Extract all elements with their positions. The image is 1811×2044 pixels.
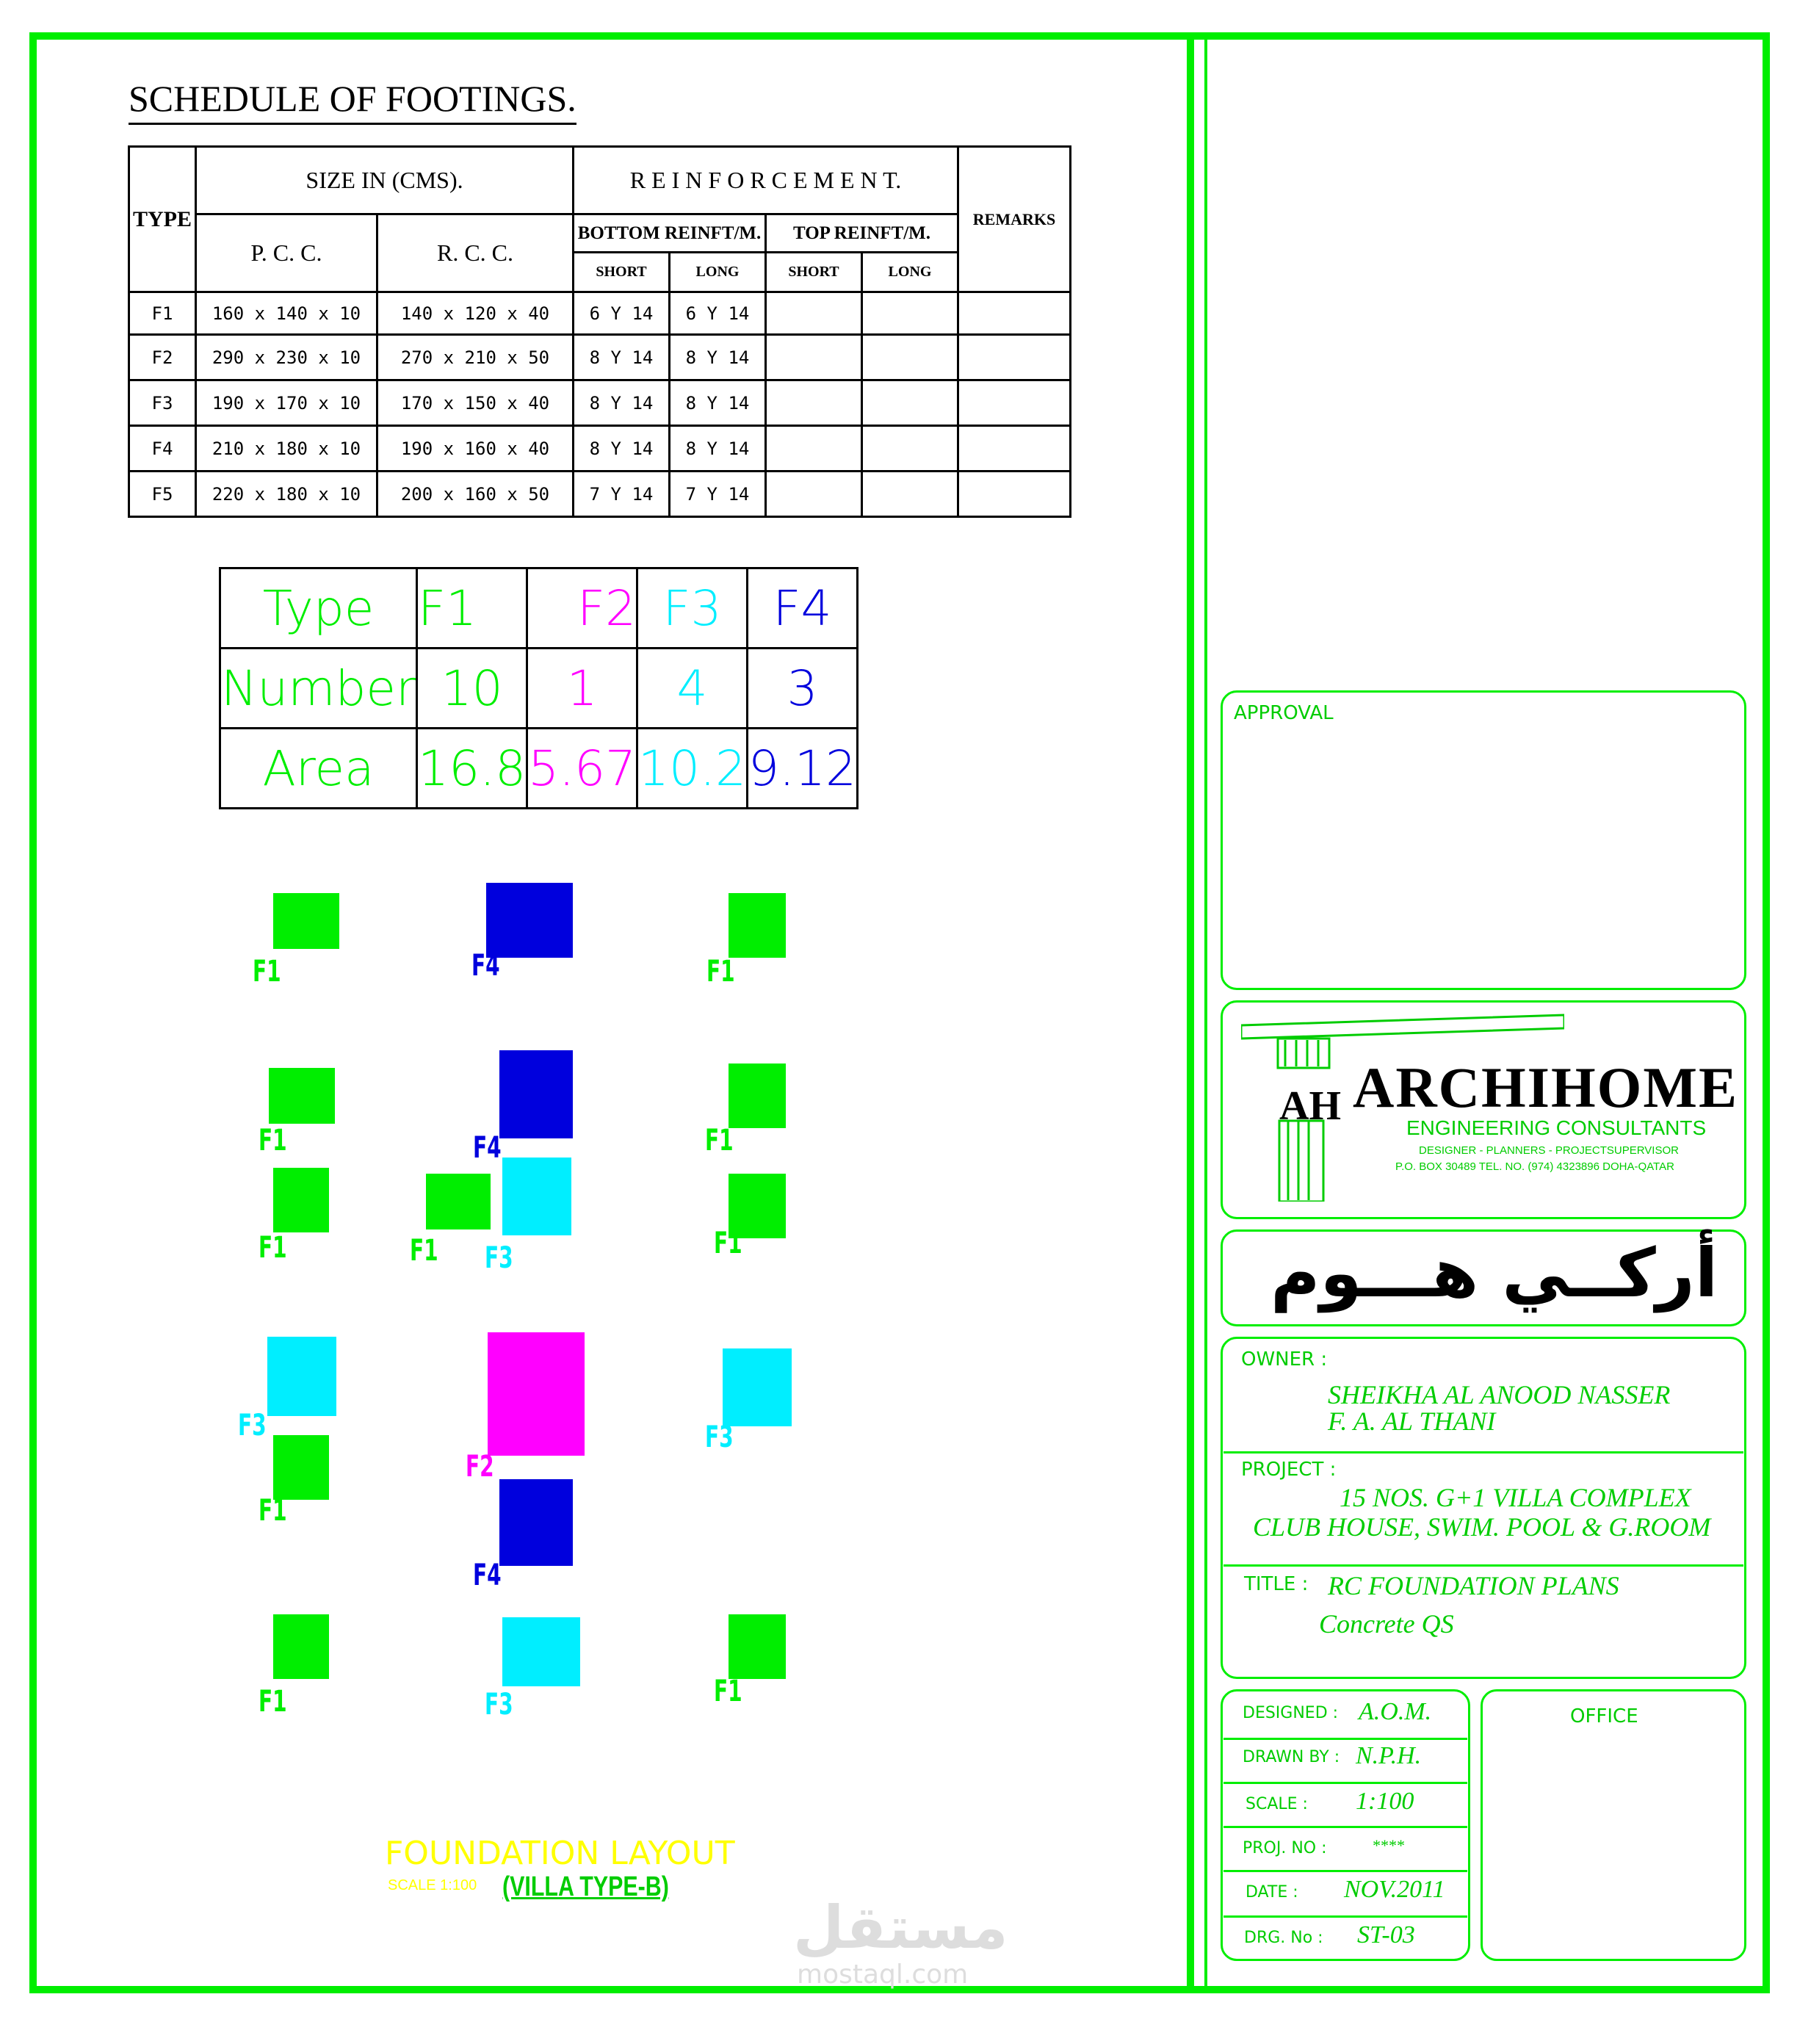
summary-type-f2: F2	[527, 568, 637, 649]
watermark-url: mostaql.com	[797, 1960, 969, 1990]
table-row	[129, 426, 1071, 472]
footing-f1	[729, 1614, 786, 1679]
cell-rcc: 140 x 120 x 40	[377, 292, 574, 335]
footing-label: F3	[485, 1688, 513, 1722]
drawn-value: N.P.H.	[1356, 1742, 1422, 1769]
office-box	[1481, 1689, 1746, 1961]
cell-type: F4	[129, 426, 196, 472]
footing-f4	[486, 883, 573, 958]
summary-area-label: Area	[220, 729, 417, 809]
cell-tlong	[862, 472, 958, 517]
summary-area-f2: 5.67	[527, 729, 637, 809]
cell-rcc: 170 x 150 x 40	[377, 380, 574, 426]
footing-f1	[273, 1168, 329, 1232]
cell-type: F5	[129, 472, 196, 517]
divider	[1223, 1782, 1467, 1784]
title-label: TITLE :	[1244, 1573, 1309, 1595]
cell-pcc: 290 x 230 x 10	[196, 335, 377, 380]
cell-rcc: 200 x 160 x 50	[377, 472, 574, 517]
cell-rcc: 190 x 160 x 40	[377, 426, 574, 472]
date-label: DATE :	[1246, 1883, 1298, 1902]
summary-number-f4: 3	[748, 649, 858, 729]
cell-bshort: 7 Y 14	[574, 472, 670, 517]
col-tlong-header: LONG	[862, 253, 958, 292]
summary-type-f4: F4	[748, 568, 858, 649]
cell-remarks	[958, 292, 1071, 335]
divider	[1223, 1564, 1743, 1567]
col-remarks-header: REMARKS	[958, 147, 1071, 292]
footing-label: F4	[473, 1131, 502, 1165]
credits-box	[1221, 1689, 1470, 1961]
office-label: OFFICE	[1570, 1705, 1638, 1727]
footing-label: F1	[714, 1227, 742, 1260]
cell-blong: 8 Y 14	[670, 335, 766, 380]
schedule-table	[128, 145, 1071, 518]
divider	[1223, 1870, 1467, 1872]
footing-label: F1	[253, 955, 281, 989]
project-label: PROJECT :	[1241, 1459, 1337, 1481]
cell-tshort	[766, 335, 862, 380]
cell-remarks	[958, 426, 1071, 472]
cell-tlong	[862, 292, 958, 335]
col-rcc-header: R. C. C.	[377, 214, 574, 292]
footing-label: F1	[714, 1675, 742, 1708]
footing-label: F3	[238, 1409, 267, 1442]
cell-tshort	[766, 426, 862, 472]
date-value: NOV.2011	[1344, 1876, 1445, 1903]
summary-number-f2: 1	[527, 649, 637, 729]
brand-subtitle: ENGINEERING CONSULTANTS	[1406, 1116, 1707, 1139]
summary-area-f4: 9.12	[748, 729, 858, 809]
footing-f1	[273, 893, 339, 949]
cell-blong: 8 Y 14	[670, 380, 766, 426]
cell-bshort: 6 Y 14	[574, 292, 670, 335]
cell-tshort	[766, 292, 862, 335]
summary-number-f1: 10	[417, 649, 527, 729]
cell-tshort	[766, 472, 862, 517]
summary-table	[219, 567, 858, 809]
footing-f3	[723, 1348, 792, 1426]
projno-value: ****	[1372, 1836, 1404, 1855]
cell-type: F1	[129, 292, 196, 335]
cell-pcc: 160 x 140 x 10	[196, 292, 377, 335]
table-row	[129, 292, 1071, 335]
designed-value: A.O.M.	[1359, 1698, 1432, 1725]
summary-area-f1: 16.8	[417, 729, 527, 809]
footing-f1	[426, 1174, 491, 1229]
footing-label: F3	[705, 1420, 734, 1454]
col-reinf-header: R E I N F O R C E M E N T.	[574, 147, 958, 214]
table-row	[129, 335, 1071, 380]
cell-blong: 6 Y 14	[670, 292, 766, 335]
footing-label: F1	[259, 1494, 287, 1528]
footing-f3	[267, 1337, 336, 1416]
layout-scale: SCALE 1:100	[388, 1877, 477, 1893]
watermark-arabic: مستقل	[793, 1893, 1008, 1962]
cell-pcc: 220 x 180 x 10	[196, 472, 377, 517]
col-size-header: SIZE IN (CMS).	[196, 147, 574, 214]
drg-label: DRG. No :	[1244, 1929, 1323, 1947]
col-bshort-header: SHORT	[574, 253, 670, 292]
cell-remarks	[958, 335, 1071, 380]
footing-f1	[729, 893, 786, 958]
col-bottom-header: BOTTOM REINFT/M.	[574, 214, 766, 253]
approval-label: APPROVAL	[1234, 702, 1334, 724]
brand-arabic: أركــي هـــوم	[1270, 1234, 1718, 1312]
footing-f4	[499, 1479, 573, 1566]
owner-label: OWNER :	[1241, 1348, 1328, 1371]
footing-label: F1	[259, 1231, 287, 1265]
footing-label: F4	[473, 1559, 502, 1592]
footing-label: F1	[705, 1124, 734, 1158]
cell-bshort: 8 Y 14	[574, 426, 670, 472]
table-row	[129, 380, 1071, 426]
cell-remarks	[958, 380, 1071, 426]
footing-label: F1	[410, 1234, 438, 1268]
layout-title: FOUNDATION LAYOUT	[385, 1835, 735, 1872]
col-pcc-header: P. C. C.	[196, 214, 377, 292]
layout-villa-type: (VILLA TYPE-B)	[502, 1871, 669, 1902]
footing-f2	[488, 1332, 585, 1456]
summary-number-label: Number	[220, 649, 417, 729]
divider	[1223, 1915, 1467, 1918]
cell-tlong	[862, 426, 958, 472]
footing-f3	[502, 1158, 571, 1235]
project-line2: CLUB HOUSE, SWIM. POOL & G.ROOM	[1253, 1512, 1711, 1542]
col-blong-header: LONG	[670, 253, 766, 292]
cell-pcc: 210 x 180 x 10	[196, 426, 377, 472]
table-row	[129, 472, 1071, 517]
cell-rcc: 270 x 210 x 50	[377, 335, 574, 380]
project-line1: 15 NOS. G+1 VILLA COMPLEX	[1340, 1483, 1691, 1512]
footing-label: F3	[485, 1241, 513, 1275]
summary-area-f3: 10.2	[637, 729, 748, 809]
frame-divider-inner	[1204, 32, 1207, 1993]
frame-divider	[1187, 32, 1194, 1993]
title-line2: Concrete QS	[1319, 1609, 1454, 1639]
cell-tlong	[862, 380, 958, 426]
cell-pcc: 190 x 170 x 10	[196, 380, 377, 426]
footing-f3	[502, 1617, 580, 1686]
footing-label: F1	[259, 1685, 287, 1719]
cell-blong: 8 Y 14	[670, 426, 766, 472]
cell-tshort	[766, 380, 862, 426]
divider	[1223, 1826, 1467, 1828]
col-top-header: TOP REINFT/M.	[766, 214, 958, 253]
footing-f1	[273, 1614, 329, 1679]
approval-box	[1221, 690, 1746, 990]
cell-tlong	[862, 335, 958, 380]
footing-f1	[269, 1068, 335, 1124]
cell-bshort: 8 Y 14	[574, 380, 670, 426]
col-type-header: TYPE	[129, 147, 196, 292]
brand-contact: P.O. BOX 30489 TEL. NO. (974) 4323896 DOHA-QATAR	[1395, 1160, 1674, 1173]
schedule-title: SCHEDULE OF FOOTINGS.	[129, 77, 576, 125]
divider	[1223, 1451, 1743, 1453]
owner-line1: SHEIKHA AL ANOOD NASSER	[1328, 1380, 1671, 1409]
cell-remarks	[958, 472, 1071, 517]
brand-name: ARCHIHOME	[1353, 1055, 1738, 1119]
footing-label: F4	[471, 949, 500, 983]
cell-bshort: 8 Y 14	[574, 335, 670, 380]
cell-blong: 7 Y 14	[670, 472, 766, 517]
col-tshort-header: SHORT	[766, 253, 862, 292]
title-line1: RC FOUNDATION PLANS	[1328, 1571, 1619, 1600]
owner-line2: F. A. AL THANI	[1328, 1406, 1496, 1436]
footing-f4	[499, 1050, 573, 1138]
brand-tagline: DESIGNER - PLANNERS - PROJECTSUPERVISOR	[1419, 1144, 1679, 1157]
footing-label: F1	[706, 955, 735, 989]
scale-value: 1:100	[1356, 1788, 1414, 1815]
svg-text:AH: AH	[1279, 1083, 1341, 1129]
drawn-label: DRAWN BY :	[1243, 1748, 1340, 1766]
cell-type: F3	[129, 380, 196, 426]
summary-number-f3: 4	[637, 649, 748, 729]
summary-type-f1: F1	[417, 568, 527, 649]
footing-label: F2	[466, 1450, 494, 1484]
summary-type-f3: F3	[637, 568, 748, 649]
scale-label: SCALE :	[1246, 1795, 1308, 1813]
footing-label: F1	[259, 1124, 287, 1158]
projno-label: PROJ. NO :	[1243, 1839, 1327, 1857]
designed-label: DESIGNED :	[1243, 1704, 1339, 1722]
drg-value: ST-03	[1357, 1921, 1415, 1949]
cell-type: F2	[129, 335, 196, 380]
footing-f1	[273, 1435, 329, 1500]
summary-type-label: Type	[220, 568, 417, 649]
divider	[1223, 1738, 1467, 1740]
footing-f1	[729, 1063, 786, 1128]
